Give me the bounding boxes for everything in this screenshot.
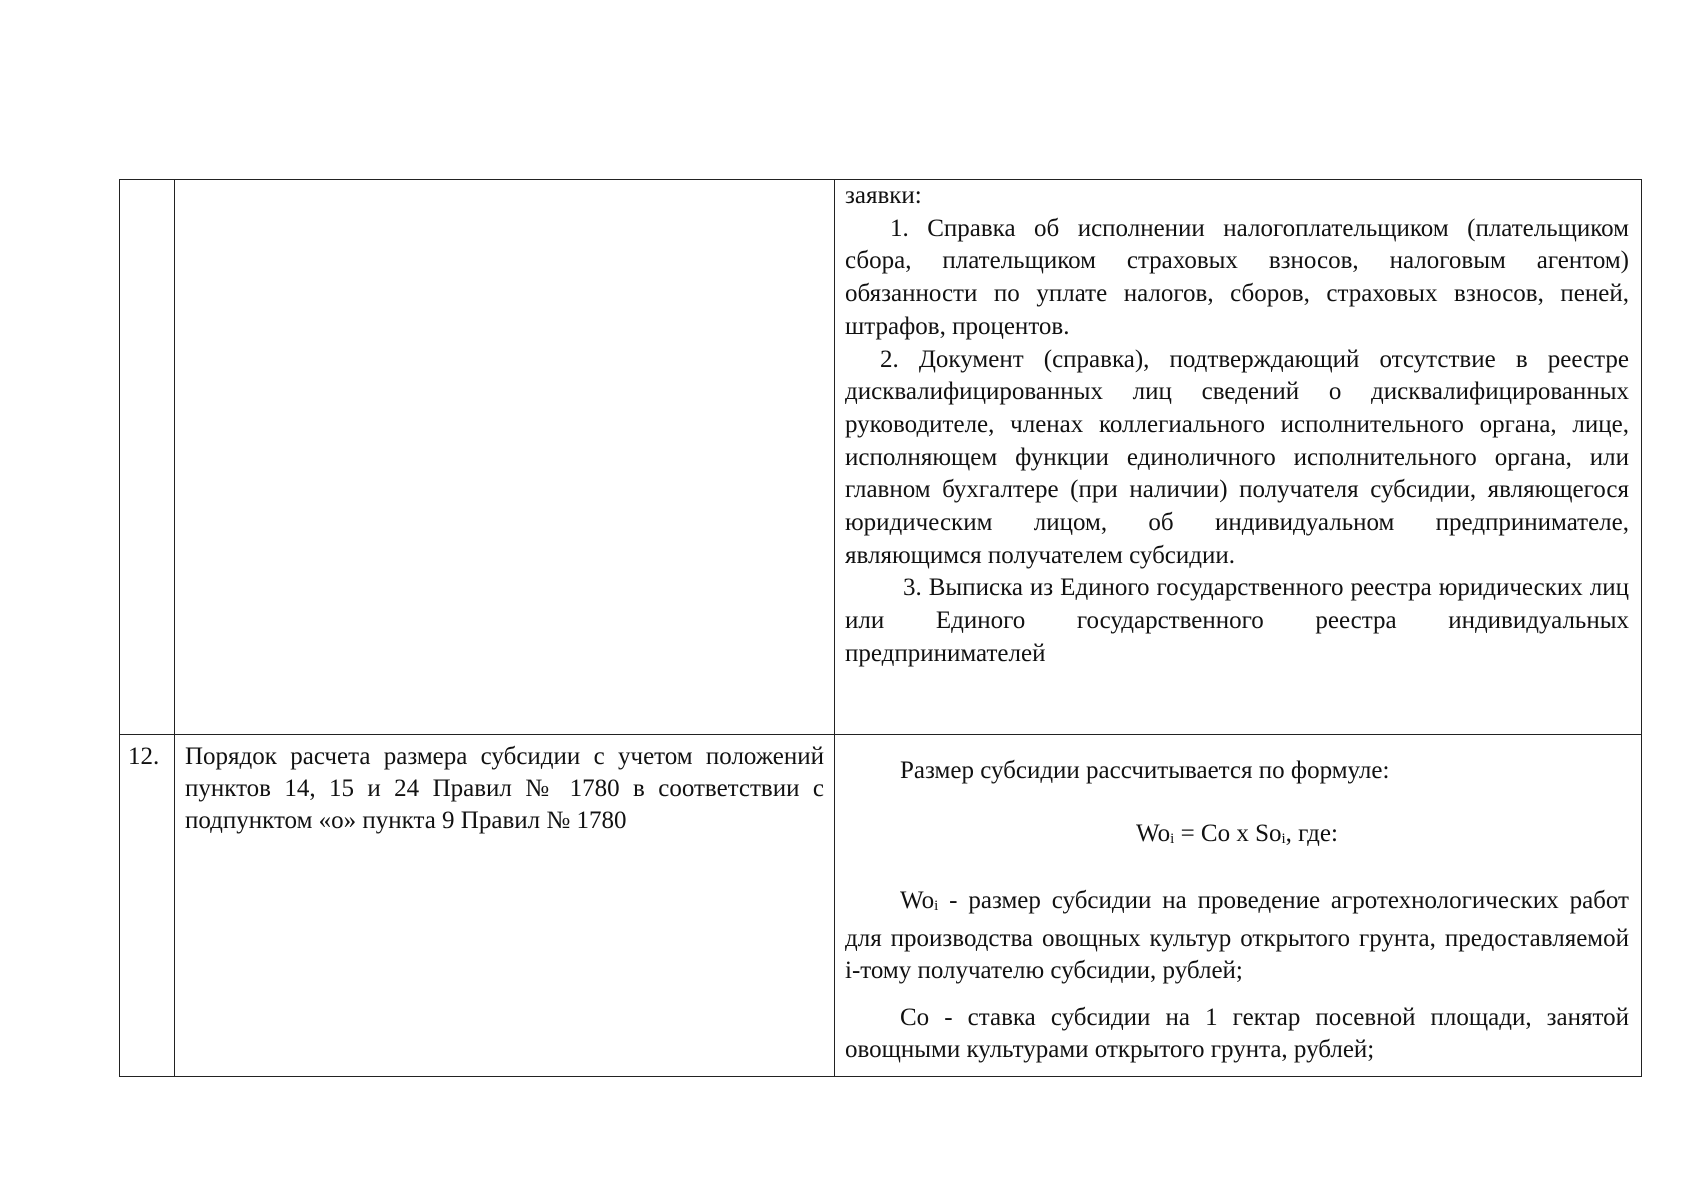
table-row xyxy=(120,735,1642,1077)
content-heading: заявки: xyxy=(845,182,922,209)
formula-rhs-subscript: i xyxy=(1281,830,1286,847)
list-item: 3. Выписка из Единого государственного реестра юридических лиц или Единого государственного реестра индивидуальных предпринимателей xyxy=(845,574,1629,667)
document-table xyxy=(119,179,1642,1077)
content-block xyxy=(835,735,1641,1067)
definition-subscript: i xyxy=(934,898,939,914)
definition-wo xyxy=(845,885,1629,988)
list-item: 2. Документ (справка), подтверждающий отсутствие в реестре дисквалифицированных лиц сведений о дисквалифицированных руководителе, членах коллегиального исполнительного органа, лице, исполняющем функции единоличного исполнительного органа, или главном бухгалтере (при наличии) получателя субсидии, являющегося юридическим лицом, об индивидуальном предпринимателе, являющимся получателем субсидии. xyxy=(845,345,1629,569)
row-name-cell xyxy=(175,180,835,735)
row-number-cell xyxy=(120,180,175,735)
formula-lhs-subscript: i xyxy=(1170,830,1175,847)
row-number-cell: 12. xyxy=(120,735,175,1077)
row-name-cell xyxy=(175,735,835,1077)
definition-co: Co - ставка субсидии на 1 гектар посевной площади, занятой овощными культурами открытого грунта, рублей; xyxy=(845,1003,1629,1063)
row-name-text: Порядок расчета размера субсидии с учетом положений пунктов 14, 15 и 24 Правил № 1780 в соответствии с подпунктом «о» пункта 9 Правил № 1780 xyxy=(185,743,824,834)
formula-middle: = Co x So xyxy=(1174,819,1282,847)
formula xyxy=(845,818,1629,856)
row-content-cell xyxy=(835,735,1642,1077)
formula-tail: , где: xyxy=(1285,819,1338,847)
definition-text: - размер субсидии на проведение агротехнологических работ для производства овощных культур открытого грунта, предоставляемой i-тому получателю субсидии, рублей; xyxy=(845,887,1629,984)
formula-lhs: Wo xyxy=(1136,819,1171,847)
formula-intro: Размер субсидии рассчитывается по формуле: xyxy=(900,757,1390,784)
table-row xyxy=(120,180,1642,735)
content-block xyxy=(835,180,1641,683)
row-content-cell xyxy=(835,180,1642,735)
definition-symbol: Wo xyxy=(900,887,935,914)
list-item: 1. Справка об исполнении налогоплательщиком (плательщиком сбора, плательщиком страховых взносов, налоговым агентом) обязанности по уплате налогов, сборов, страховых взносов, пеней, штрафов, процентов. xyxy=(845,214,1629,340)
